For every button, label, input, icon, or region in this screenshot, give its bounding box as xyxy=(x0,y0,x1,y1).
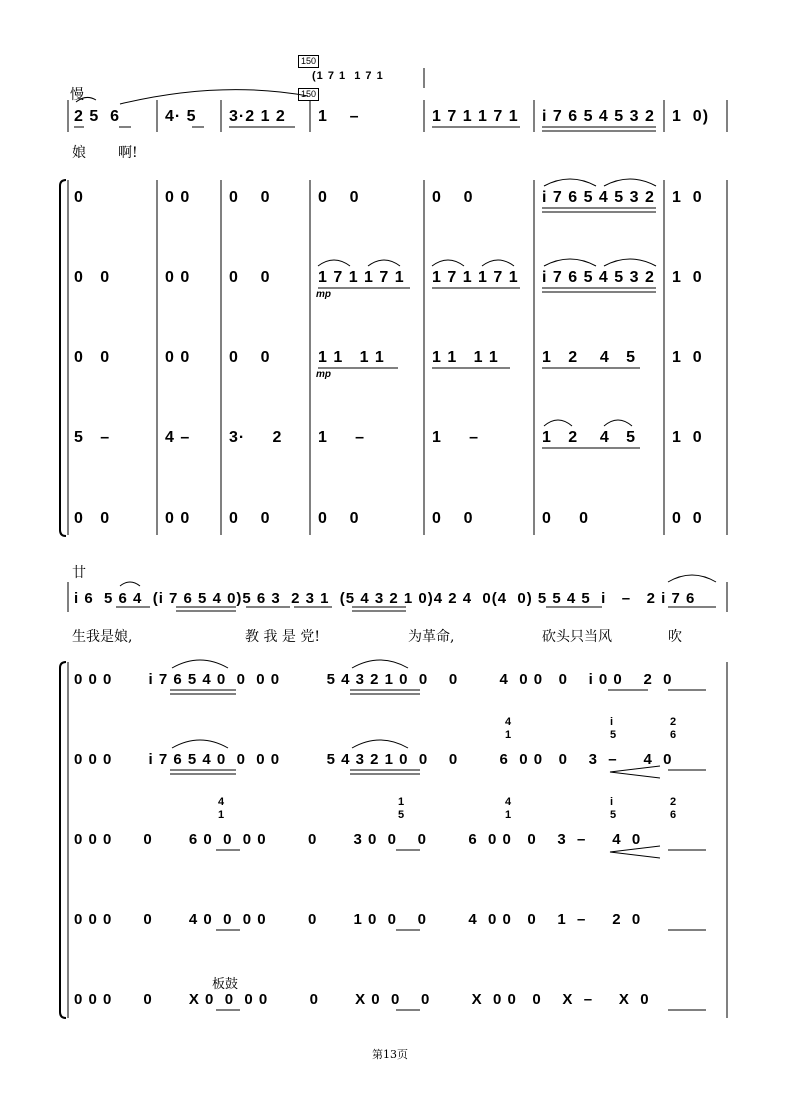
measure: 1 0 xyxy=(672,429,703,446)
measure: i 7 6 5 4 5 3 2 xyxy=(542,108,655,125)
measure: 0 0 xyxy=(318,510,360,527)
lyric: 吹 xyxy=(668,629,682,645)
staff-row: 0 0 0 i 7 6 5 4 0 0 0 0 5 4 3 2 1 0 0 0 6 0 0 0 3 – 4 0 xyxy=(74,751,673,768)
measure: 0 xyxy=(74,189,84,206)
dynamic-mark: mp xyxy=(316,289,331,300)
measure: 1 7 1 1 7 1 xyxy=(318,269,405,286)
tempo-marking-slow: 慢 xyxy=(70,87,84,103)
measure: 0 0 xyxy=(74,269,111,286)
measure: 0 0 xyxy=(672,510,703,527)
measure: 0 0 xyxy=(432,510,474,527)
measure: 1 7 1 1 7 1 xyxy=(432,108,519,125)
measure: 1 0) xyxy=(672,108,710,125)
measure: 0 0 xyxy=(165,349,191,366)
staff-row: 0 0 0 0 6 0 0 0 0 0 3 0 0 0 6 0 0 0 3 – 4 0 xyxy=(74,831,642,848)
measure: 0 0 xyxy=(229,269,271,286)
lyric: 啊! xyxy=(118,145,138,161)
measure: 0 0 xyxy=(542,510,590,527)
chord-stack: 2 6 xyxy=(670,716,678,741)
page-number: 第13页 xyxy=(372,1048,408,1061)
rehearsal-mark: 150 xyxy=(298,88,319,101)
measure: 1 – xyxy=(432,429,480,446)
lyric: 砍头只当风 xyxy=(542,629,612,645)
chord-stack: i 5 xyxy=(610,716,618,741)
ossia-line: (1 7 1 1 7 1 xyxy=(312,70,384,82)
measure: 1 7 1 1 7 1 xyxy=(432,269,519,286)
measure: 0 0 xyxy=(74,510,111,527)
lyric: 娘 xyxy=(72,145,86,161)
measure: 1 1 1 1 xyxy=(432,349,499,366)
rehearsal-mark: 150 xyxy=(298,55,319,68)
percussion-label: 板鼓 xyxy=(212,977,239,992)
measure: 0 0 xyxy=(229,349,271,366)
chord-stack: 1 5 xyxy=(398,796,406,821)
chord-stack: 4 1 xyxy=(505,716,513,741)
lyric: 生我是娘, xyxy=(72,629,133,645)
staff-row: 0 0 0 0 X 0 0 0 0 0 X 0 0 0 X 0 0 0 X – X 0 xyxy=(74,991,650,1008)
measure: 0 0 xyxy=(74,349,111,366)
lyric: 为革命, xyxy=(408,629,455,645)
dynamic-mark: mp xyxy=(316,369,331,380)
system2-voice: i 6 5 6 4 (i 7 6 5 4 0)5 6 3 2 3 1 (5 4 3 2 1 0)4 2 4 0(4 0) 5 5 4 5 i – 2 i 7 6 xyxy=(74,590,696,607)
measure: 3·2 1 2 xyxy=(229,108,286,125)
measure: i 7 6 5 4 5 3 2 xyxy=(542,269,655,286)
chord-stack: 4 1 xyxy=(505,796,513,821)
tempo-marking-free: 廿 xyxy=(72,565,86,581)
measure: 0 0 xyxy=(318,189,360,206)
measure: 1 2 4 5 xyxy=(542,349,637,366)
staff-row: 0 0 0 0 4 0 0 0 0 0 1 0 0 0 4 0 0 0 1 – 2 0 xyxy=(74,911,642,928)
measure: 1 – xyxy=(318,108,360,125)
measure: 0 0 xyxy=(229,189,271,206)
measure: 1 – xyxy=(318,429,366,446)
measure: 4 – xyxy=(165,429,191,446)
measure: 2 5 6 xyxy=(74,108,121,125)
measure: 1 0 xyxy=(672,189,703,206)
measure: 1 0 xyxy=(672,349,703,366)
measure: i 7 6 5 4 5 3 2 xyxy=(542,189,655,206)
measure: 5 – xyxy=(74,429,111,446)
measure: 3· 2 xyxy=(229,429,283,446)
measure: 0 0 xyxy=(229,510,271,527)
measure: 1 0 xyxy=(672,269,703,286)
chord-stack: 4 1 xyxy=(218,796,226,821)
lyric: 教 我 是 党! xyxy=(245,629,320,645)
measure: 0 0 xyxy=(432,189,474,206)
chord-stack: i 5 xyxy=(610,796,618,821)
staff-row: 0 0 0 i 7 6 5 4 0 0 0 0 5 4 3 2 1 0 0 0 4 0 0 0 i 0 0 2 0 xyxy=(74,671,673,688)
measure: 0 0 xyxy=(165,269,191,286)
measure: 1 2 4 5 xyxy=(542,429,637,446)
measure: 0 0 xyxy=(165,510,191,527)
chord-stack: 2 6 xyxy=(670,796,678,821)
measure: 1 1 1 1 xyxy=(318,349,385,366)
measure: 4· 5 xyxy=(165,108,197,125)
measure: 0 0 xyxy=(165,189,191,206)
